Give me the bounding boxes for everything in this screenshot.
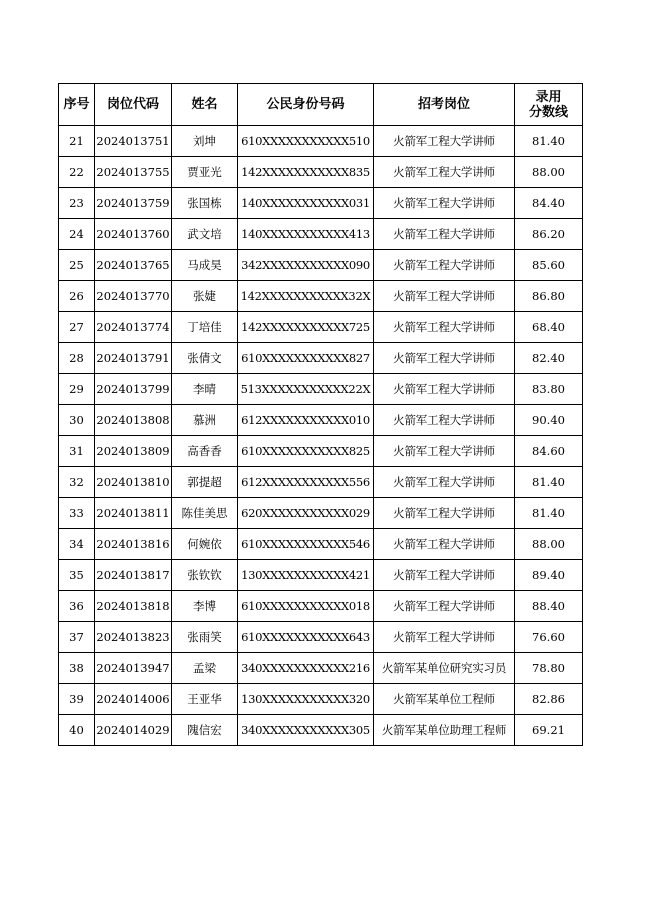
cell-score: 78.80 [515, 653, 583, 684]
header-code: 岗位代码 [95, 84, 172, 126]
table-row [59, 405, 583, 436]
cell-position: 火箭军工程大学讲师 [374, 312, 515, 343]
cell-position: 火箭军工程大学讲师 [374, 250, 515, 281]
table-row [59, 126, 583, 157]
cell-index: 37 [59, 622, 95, 653]
cell-index: 31 [59, 436, 95, 467]
cell-score: 76.60 [515, 622, 583, 653]
cell-name: 张钦钦 [172, 560, 238, 591]
cell-position: 火箭军工程大学讲师 [374, 591, 515, 622]
cell-id: 142XXXXXXXXXXX32X [238, 281, 374, 312]
table-row [59, 188, 583, 219]
header-index: 序号 [59, 84, 95, 126]
cell-index: 22 [59, 157, 95, 188]
cell-index: 34 [59, 529, 95, 560]
cell-name: 刘坤 [172, 126, 238, 157]
cell-code: 2024013770 [95, 281, 172, 312]
table-row [59, 560, 583, 591]
cell-id: 610XXXXXXXXXXX825 [238, 436, 374, 467]
cell-id: 610XXXXXXXXXXX018 [238, 591, 374, 622]
cell-index: 27 [59, 312, 95, 343]
cell-index: 36 [59, 591, 95, 622]
cell-id: 142XXXXXXXXXXX725 [238, 312, 374, 343]
cell-name: 张雨笑 [172, 622, 238, 653]
cell-position: 火箭军工程大学讲师 [374, 343, 515, 374]
cell-name: 李晴 [172, 374, 238, 405]
header-name: 姓名 [172, 84, 238, 126]
cell-code: 2024013760 [95, 219, 172, 250]
cell-code: 2024013809 [95, 436, 172, 467]
header-id: 公民身份号码 [238, 84, 374, 126]
cell-code: 2024013810 [95, 467, 172, 498]
header-score [515, 84, 583, 126]
cell-score: 88.00 [515, 529, 583, 560]
table-row [59, 715, 583, 746]
cell-score: 81.40 [515, 126, 583, 157]
cell-code: 2024013759 [95, 188, 172, 219]
cell-code: 2024013751 [95, 126, 172, 157]
cell-score: 90.40 [515, 405, 583, 436]
table-row [59, 281, 583, 312]
cell-position: 火箭军工程大学讲师 [374, 529, 515, 560]
cell-id: 140XXXXXXXXXXX031 [238, 188, 374, 219]
table-row [59, 219, 583, 250]
cell-code: 2024013947 [95, 653, 172, 684]
cell-id: 612XXXXXXXXXXX010 [238, 405, 374, 436]
cell-score: 85.60 [515, 250, 583, 281]
cell-id: 140XXXXXXXXXXX413 [238, 219, 374, 250]
cell-name: 丁培佳 [172, 312, 238, 343]
cell-index: 39 [59, 684, 95, 715]
cell-code: 2024013791 [95, 343, 172, 374]
cell-id: 340XXXXXXXXXXX216 [238, 653, 374, 684]
cell-score: 84.40 [515, 188, 583, 219]
cell-name: 张婕 [172, 281, 238, 312]
cell-index: 32 [59, 467, 95, 498]
cell-index: 29 [59, 374, 95, 405]
cell-score: 83.80 [515, 374, 583, 405]
cell-score: 81.40 [515, 467, 583, 498]
cell-id: 610XXXXXXXXXXX510 [238, 126, 374, 157]
cell-position: 火箭军工程大学讲师 [374, 219, 515, 250]
cell-index: 28 [59, 343, 95, 374]
table-row [59, 529, 583, 560]
cell-position: 火箭军工程大学讲师 [374, 622, 515, 653]
cell-name: 张倩文 [172, 343, 238, 374]
cell-name: 高香香 [172, 436, 238, 467]
table-row [59, 374, 583, 405]
cell-code: 2024013811 [95, 498, 172, 529]
cell-id: 610XXXXXXXXXXX643 [238, 622, 374, 653]
header-score-line2: 分数线 [528, 104, 568, 120]
cell-id: 610XXXXXXXXXXX827 [238, 343, 374, 374]
cell-index: 25 [59, 250, 95, 281]
header-position: 招考岗位 [374, 84, 515, 126]
cell-position: 火箭军某单位工程师 [374, 684, 515, 715]
cell-name: 郭提超 [172, 467, 238, 498]
cell-name: 马成昊 [172, 250, 238, 281]
cell-score: 68.40 [515, 312, 583, 343]
cell-index: 24 [59, 219, 95, 250]
cell-index: 35 [59, 560, 95, 591]
roster-table [58, 83, 583, 746]
table-row [59, 622, 583, 653]
cell-score: 86.80 [515, 281, 583, 312]
cell-position: 火箭军工程大学讲师 [374, 498, 515, 529]
cell-name: 贾亚光 [172, 157, 238, 188]
cell-position: 火箭军工程大学讲师 [374, 281, 515, 312]
cell-position: 火箭军工程大学讲师 [374, 188, 515, 219]
cell-name: 王亚华 [172, 684, 238, 715]
header-row [59, 84, 583, 126]
cell-code: 2024013823 [95, 622, 172, 653]
cell-index: 23 [59, 188, 95, 219]
cell-id: 142XXXXXXXXXXX835 [238, 157, 374, 188]
cell-name: 李博 [172, 591, 238, 622]
cell-name: 何婉依 [172, 529, 238, 560]
cell-position: 火箭军工程大学讲师 [374, 560, 515, 591]
header-score-line1: 录用 [535, 89, 562, 105]
cell-index: 21 [59, 126, 95, 157]
cell-id: 342XXXXXXXXXXX090 [238, 250, 374, 281]
cell-position: 火箭军工程大学讲师 [374, 374, 515, 405]
cell-id: 513XXXXXXXXXXX22X [238, 374, 374, 405]
cell-id: 610XXXXXXXXXXX546 [238, 529, 374, 560]
cell-name: 陈佳美思 [172, 498, 238, 529]
cell-score: 69.21 [515, 715, 583, 746]
cell-score: 81.40 [515, 498, 583, 529]
cell-name: 隗信宏 [172, 715, 238, 746]
table-row [59, 467, 583, 498]
table-header [59, 84, 583, 126]
cell-position: 火箭军某单位研究实习员 [374, 653, 515, 684]
cell-code: 2024013774 [95, 312, 172, 343]
cell-id: 130XXXXXXXXXXX320 [238, 684, 374, 715]
cell-code: 2024013817 [95, 560, 172, 591]
cell-index: 38 [59, 653, 95, 684]
table-row [59, 436, 583, 467]
table-row [59, 591, 583, 622]
table-row [59, 653, 583, 684]
cell-code: 2024013765 [95, 250, 172, 281]
cell-position: 火箭军工程大学讲师 [374, 157, 515, 188]
cell-index: 40 [59, 715, 95, 746]
cell-code: 2024014006 [95, 684, 172, 715]
cell-score: 88.40 [515, 591, 583, 622]
cell-id: 620XXXXXXXXXXX029 [238, 498, 374, 529]
cell-position: 火箭军工程大学讲师 [374, 405, 515, 436]
cell-index: 26 [59, 281, 95, 312]
cell-position: 火箭军工程大学讲师 [374, 467, 515, 498]
cell-name: 慕洲 [172, 405, 238, 436]
table-row [59, 250, 583, 281]
cell-score: 88.00 [515, 157, 583, 188]
cell-id: 130XXXXXXXXXXX421 [238, 560, 374, 591]
table-row [59, 312, 583, 343]
cell-code: 2024013799 [95, 374, 172, 405]
cell-code: 2024014029 [95, 715, 172, 746]
cell-code: 2024013755 [95, 157, 172, 188]
table-row [59, 684, 583, 715]
cell-position: 火箭军工程大学讲师 [374, 126, 515, 157]
cell-score: 84.60 [515, 436, 583, 467]
cell-position: 火箭军工程大学讲师 [374, 436, 515, 467]
table-row [59, 343, 583, 374]
cell-index: 33 [59, 498, 95, 529]
cell-id: 612XXXXXXXXXXX556 [238, 467, 374, 498]
cell-code: 2024013808 [95, 405, 172, 436]
cell-code: 2024013818 [95, 591, 172, 622]
cell-index: 30 [59, 405, 95, 436]
cell-score: 82.40 [515, 343, 583, 374]
cell-id: 340XXXXXXXXXXX305 [238, 715, 374, 746]
cell-code: 2024013816 [95, 529, 172, 560]
table-body [59, 126, 583, 746]
cell-name: 武文培 [172, 219, 238, 250]
table-row [59, 157, 583, 188]
table-row [59, 498, 583, 529]
cell-name: 孟梁 [172, 653, 238, 684]
cell-position: 火箭军某单位助理工程师 [374, 715, 515, 746]
cell-score: 89.40 [515, 560, 583, 591]
cell-score: 82.86 [515, 684, 583, 715]
cell-name: 张国栋 [172, 188, 238, 219]
cell-score: 86.20 [515, 219, 583, 250]
